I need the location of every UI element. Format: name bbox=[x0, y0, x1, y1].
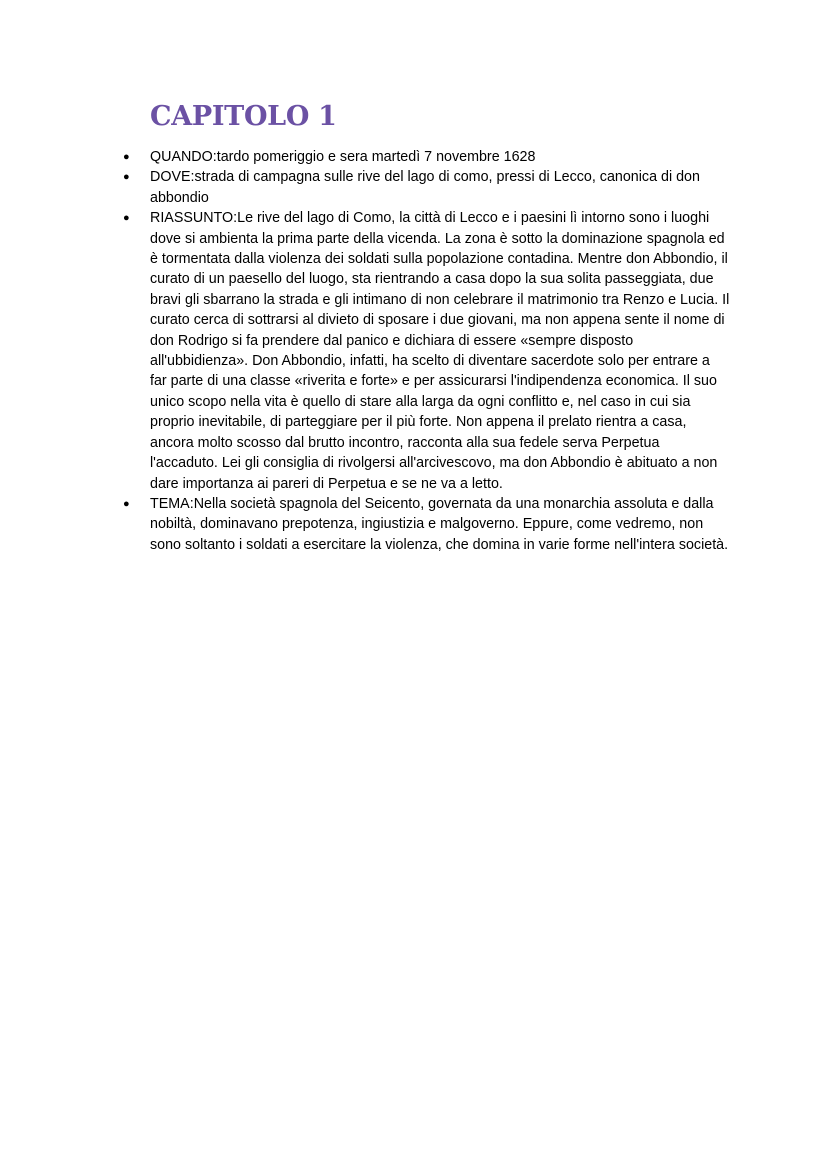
item-label: TEMA: bbox=[150, 495, 194, 512]
bullet-icon: ● bbox=[123, 497, 130, 510]
item-text: Nella società spagnola del Seicento, governata da una monarchia assoluta e dalla nobiltà, dominavano prepotenza, ingiustizia e malgoverno. Eppure, come vedremo, non sono soltanto i soldati a esercitare la violenza, che domina in varie forme nell'intera società. bbox=[150, 495, 729, 553]
list-item-quando bbox=[123, 147, 730, 167]
item-label: DOVE: bbox=[150, 169, 195, 186]
item-text: strada di campagna sulle rive del lago di como, pressi di Lecco, canonica di don abbondio bbox=[150, 169, 704, 206]
item-label: RIASSUNTO: bbox=[150, 210, 238, 227]
item-text: tardo pomeriggio e sera martedì 7 novembre 1628 bbox=[216, 149, 536, 165]
item-text: Le rive del lago di Como, la città di Lecco e i paesini lì intorno sono i luoghi dove si ambienta la prima parte della vicenda. La zona è sotto la dominazione spagnola ed è tormentata dalla violenza dei soldati sulla popolazione contadina. Mentre don Abbondio, il curato di un paesello del luogo, sta rientrando a casa dopo la sua solita passeggiata, due bravi gli sbarrano la strada e gli intimano di non celebrare il matrimonio tra Renzo e Lucia. Il curato cerca di sottrarsi al divieto di sposare i due giovani, ma non appena sente il nome di don Rodrigo si fa prendere dal panico e dichiara di essere «sempre disposto all'ubbidienza». Don Abbondio, infatti, ha scelto di diventare sacerdote solo per entrare a far parte di una classe «riverita e forte» e per assicurarsi l'indipendenza economica. Il suo unico scopo nella vita è quello di stare alla larga da ogni conflitto e, nel caso in cui sia proprio inevitabile, di parteggiare per il più forte. Non appena il prelato rientra a casa, ancora molto scosso dal brutto incontro, racconta alla sua fedele serva Perpetua l'accaduto. Lei gli consiglia di rivolgersi all'arcivescovo, ma don Abbondio è abituato a non dare importanza ai pareri di Perpetua e se ne va a letto. bbox=[150, 210, 734, 492]
bullet-icon: ● bbox=[123, 151, 130, 163]
chapter-details-list bbox=[123, 147, 734, 555]
list-item-dove bbox=[123, 167, 730, 208]
list-item-riassunto bbox=[123, 208, 734, 494]
chapter-title: CAPITOLO 1 bbox=[150, 101, 337, 132]
list-item-tema bbox=[123, 494, 730, 555]
item-label: QUANDO: bbox=[150, 149, 217, 165]
bullet-icon: ● bbox=[123, 212, 130, 225]
bullet-icon: ● bbox=[123, 171, 130, 184]
